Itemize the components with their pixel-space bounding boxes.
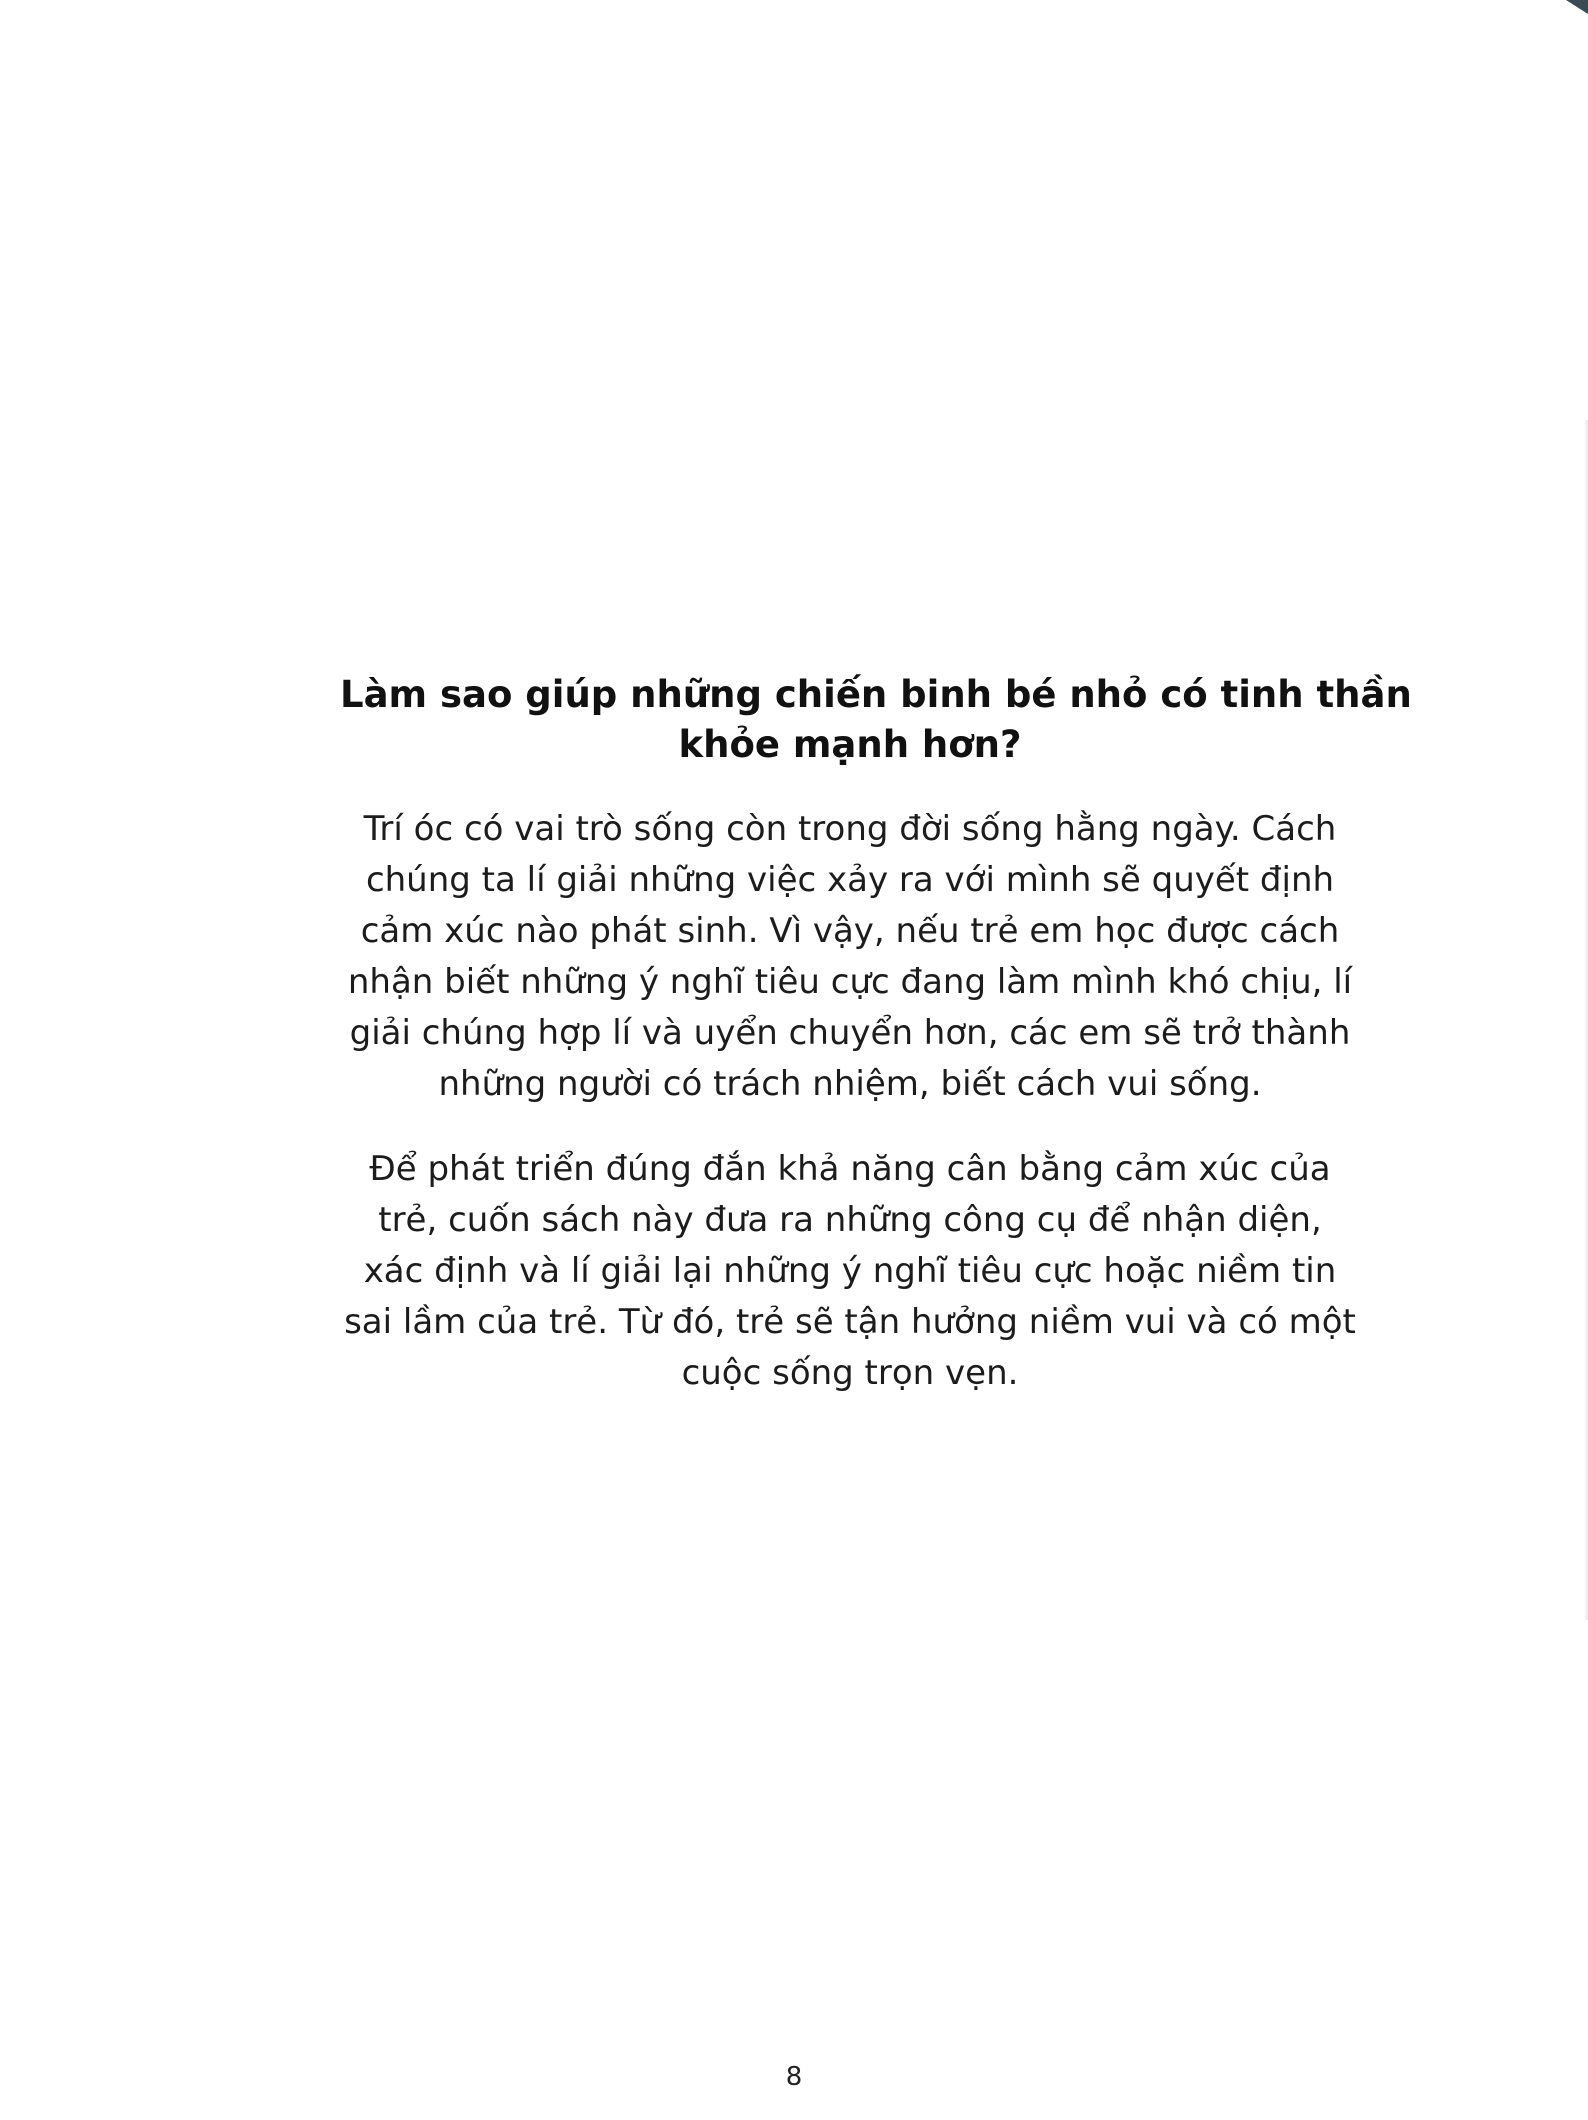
title-line: Làm sao giúp những chiến binh bé nhỏ có tinh thần <box>340 673 1412 716</box>
paragraph-line: Để phát triển đúng đắn khả năng cân bằng cảm xúc của <box>369 1149 1331 1189</box>
scan-corner-mark <box>1566 0 1588 14</box>
paragraph-line: nhận biết những ý nghĩ tiêu cực đang làm mình khó chịu, lí <box>347 962 1353 1002</box>
section-title <box>340 670 1412 770</box>
page-edge-shadow <box>1584 420 1588 1620</box>
title-line: khỏe mạnh hơn? <box>678 723 1022 766</box>
paragraph-line: giải chúng hợp lí và uyển chuyển hơn, các em sẽ trở thành <box>349 1013 1351 1053</box>
paragraph-line: cảm xúc nào phát sinh. Vì vậy, nếu trẻ em học được cách <box>360 911 1340 951</box>
paragraph-1 <box>340 804 1360 1110</box>
paragraph-2 <box>340 1144 1360 1399</box>
paragraph-line: xác định và lí giải lại những ý nghĩ tiêu cực hoặc niềm tin <box>363 1251 1337 1291</box>
page-content <box>340 670 1412 1433</box>
paragraph-line: trẻ, cuốn sách này đưa ra những công cụ để nhận diện, <box>378 1200 1322 1240</box>
paragraph-line: cuộc sống trọn vẹn. <box>681 1353 1019 1393</box>
page-number: 8 <box>785 2062 803 2092</box>
paragraph-line: Trí óc có vai trò sống còn trong đời sống hằng ngày. Cách <box>363 809 1337 849</box>
paragraph-line: sai lầm của trẻ. Từ đó, trẻ sẽ tận hưởng niềm vui và có một <box>344 1302 1356 1342</box>
paragraph-line: những người có trách nhiệm, biết cách vui sống. <box>438 1064 1262 1104</box>
paragraph-line: chúng ta lí giải những việc xảy ra với mình sẽ quyết định <box>365 860 1335 900</box>
